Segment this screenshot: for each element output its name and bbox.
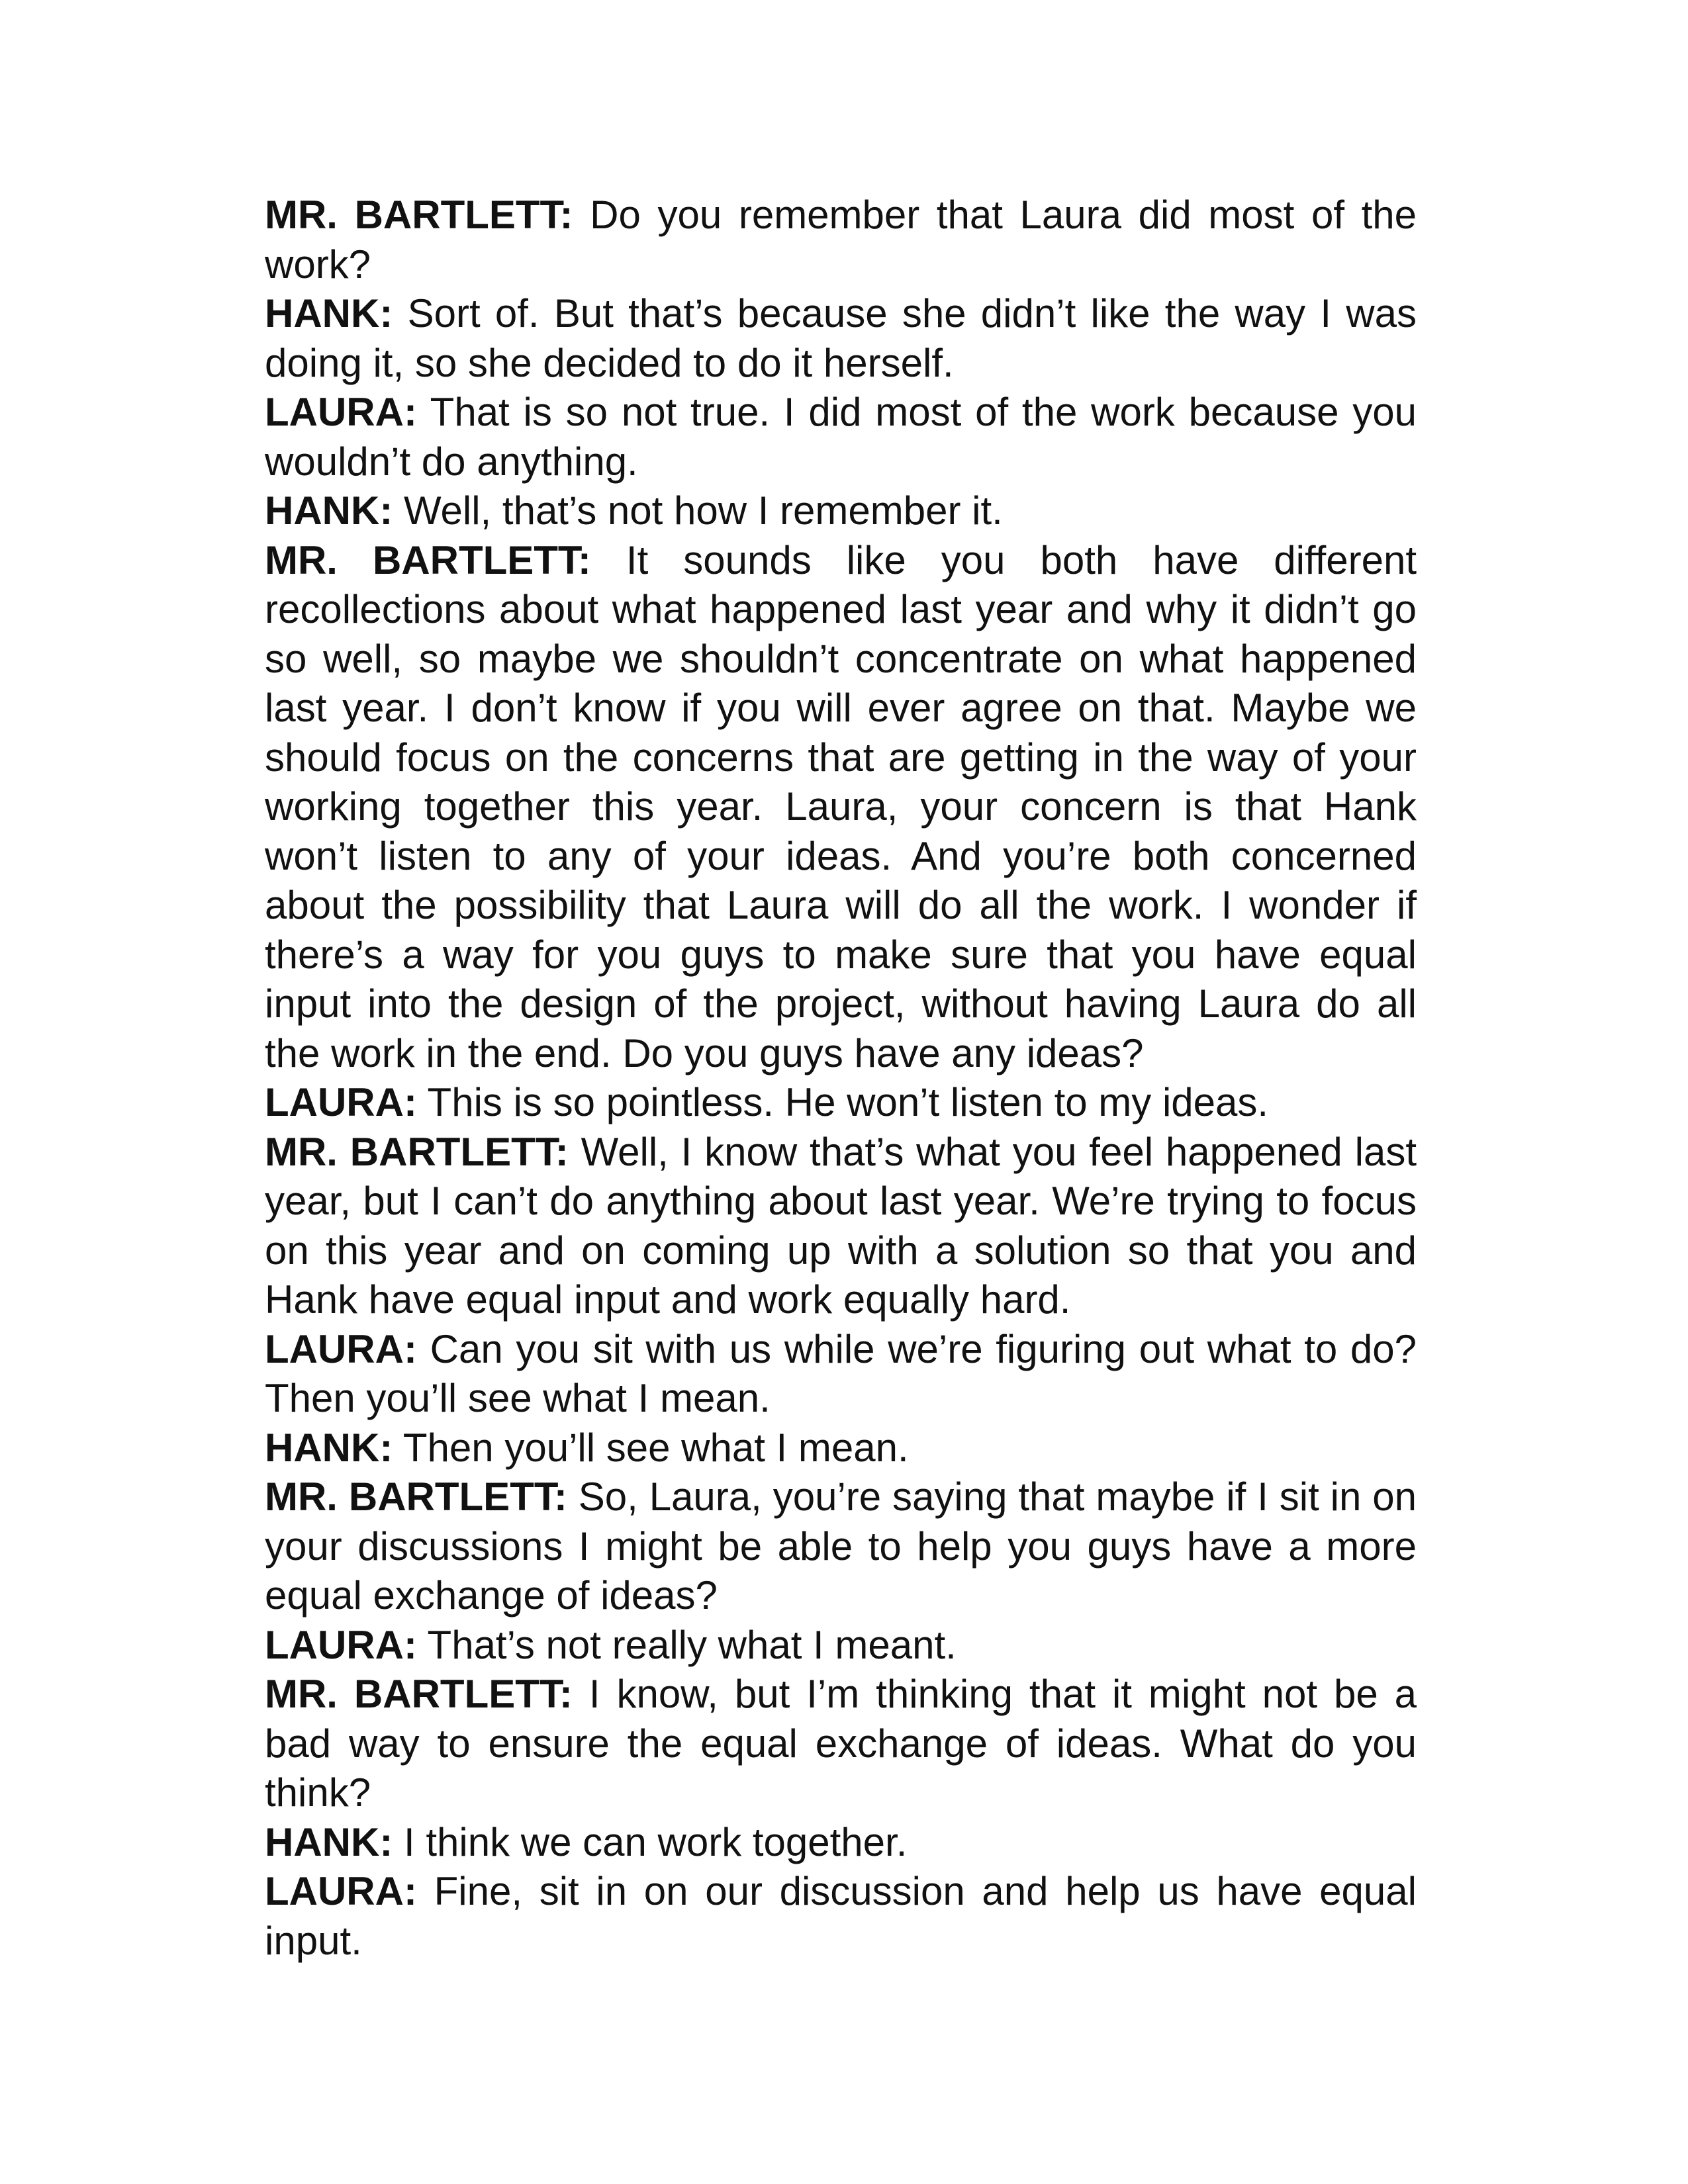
dialogue-text: It sounds like you both have different recollections about what happened last year and why it didn’t go so well, so maybe we shouldn’t concentrate on what happened last year. I don’t know if you will ever agree on that. Maybe we should focus on the concerns that are getting in the way of your working together this year. Laura, your concern is that Hank won’t listen to any of your ideas. And you’re both concerned about the possibility that Laura will do all the work. I wonder if there’s a way for you guys to make sure that you have equal input into the design of the project, without having Laura do all the work in the end. Do you guys have any ideas? — [265, 537, 1417, 1075]
dialogue-text: Fine, sit in on our discussion and help us have equal input. — [265, 1869, 1417, 1963]
dialogue-transcript — [265, 191, 1417, 1966]
dialogue-text: That is so not true. I did most of the work because you wouldn’t do anything. — [265, 390, 1417, 484]
dialogue-line — [265, 191, 1417, 289]
dialogue-line — [265, 1078, 1417, 1128]
speaker-name: MR. BARTLETT: — [265, 1672, 573, 1716]
speaker-name: LAURA: — [265, 1326, 417, 1371]
speaker-name: LAURA: — [265, 390, 417, 434]
speaker-name: HANK: — [265, 1425, 393, 1470]
dialogue-text: Then you’ll see what I mean. — [402, 1425, 909, 1470]
speaker-name: MR. BARTLETT: — [265, 537, 591, 582]
dialogue-text: That’s not really what I meant. — [427, 1622, 957, 1667]
dialogue-line — [265, 289, 1417, 388]
speaker-name: HANK: — [265, 488, 393, 533]
dialogue-line — [265, 1424, 1417, 1473]
dialogue-text: I think we can work together. — [403, 1819, 908, 1864]
dialogue-line — [265, 1670, 1417, 1818]
dialogue-text: This is so pointless. He won’t listen to my ideas. — [427, 1080, 1269, 1124]
dialogue-line — [265, 536, 1417, 1079]
speaker-name: MR. BARTLETT: — [265, 1475, 567, 1519]
speaker-name: MR. BARTLETT: — [265, 1129, 569, 1174]
dialogue-text: Can you sit with us while we’re figuring out what to do? Then you’ll see what I mean. — [265, 1326, 1417, 1420]
dialogue-line — [265, 1128, 1417, 1325]
dialogue-text: Sort of. But that’s because she didn’t like the way I was doing it, so she decided to do it herself. — [265, 291, 1417, 385]
dialogue-text: So, Laura, you’re saying that maybe if I sit in on your discussions I might be able to help you guys have a more equal exchange of ideas? — [265, 1475, 1417, 1617]
dialogue-line — [265, 1473, 1417, 1621]
dialogue-line — [265, 1867, 1417, 1966]
dialogue-line — [265, 1818, 1417, 1868]
speaker-name: LAURA: — [265, 1080, 417, 1124]
dialogue-line — [265, 486, 1417, 536]
dialogue-text: I know, but I’m thinking that it might not be a bad way to ensure the equal exchange of ideas. What do you think? — [265, 1672, 1417, 1815]
dialogue-line — [265, 388, 1417, 486]
speaker-name: HANK: — [265, 1819, 393, 1864]
speaker-name: MR. BARTLETT: — [265, 193, 573, 237]
dialogue-line — [265, 1325, 1417, 1424]
dialogue-line — [265, 1621, 1417, 1670]
dialogue-text: Well, that’s not how I remember it. — [403, 488, 1003, 533]
speaker-name: HANK: — [265, 291, 393, 336]
speaker-name: LAURA: — [265, 1622, 417, 1667]
speaker-name: LAURA: — [265, 1869, 417, 1913]
dialogue-text: Well, I know that’s what you feel happened last year, but I can’t do anything about last year. We’re trying to focus on this year and on coming up with a solution so that you and Hank have equal input and work equally hard. — [265, 1129, 1417, 1322]
dialogue-text: Do you remember that Laura did most of the work? — [265, 193, 1417, 287]
